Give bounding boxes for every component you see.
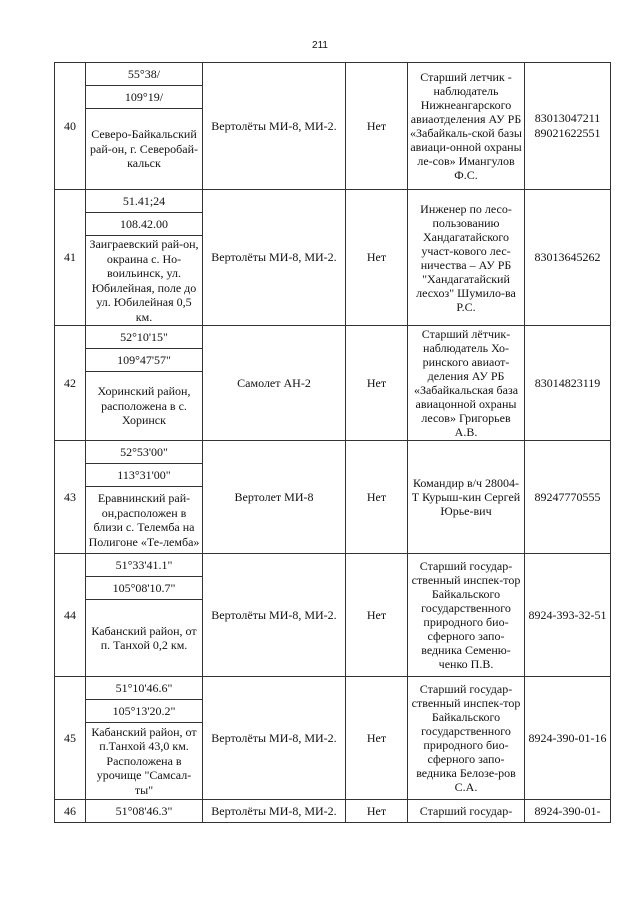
address-cell: Кабанский район, от п.Танхой 43,0 км. Расположена в урочище "Самсал-ты": [86, 723, 203, 800]
phone-cell: [525, 326, 611, 441]
contact-cell: Старший летчик - наблюдатель Нижнеангарского авиаотделения АУ РБ «Забайкаль-ской базы авиаци-онной охраны ле-сов» Имангулов Ф.С.: [408, 63, 525, 190]
status-cell: Нет: [346, 441, 408, 554]
phone-cell: [525, 63, 611, 190]
phone-number: 89247770555: [534, 489, 601, 504]
row-number: 41: [55, 190, 86, 326]
aircraft-cell: Вертолёты МИ-8, МИ-2.: [203, 554, 346, 677]
phone-cell: [525, 190, 611, 326]
status-cell: Нет: [346, 800, 408, 823]
table-row: [55, 441, 611, 464]
phone-cell: [525, 441, 611, 554]
aircraft-cell: Вертолёты МИ-8, МИ-2.: [203, 677, 346, 800]
address-cell: Кабанский район, от п. Танхой 0,2 км.: [86, 600, 203, 677]
table-row: [55, 554, 611, 577]
phone-number: 83013047211: [534, 111, 601, 125]
contact-cell: Старший государ-ственный инспек-тор Байкальского государственного природного био-сферного запо-ведника Семеню-ченко П.В.: [408, 554, 525, 677]
status-cell: Нет: [346, 190, 408, 326]
page-number: 211: [312, 40, 328, 51]
address-cell: Северо-Байкальский рай-он, г. Северобай-кальск: [86, 109, 203, 190]
longitude-cell: 109°19/: [86, 86, 203, 109]
phone-number: 83013645262: [534, 250, 601, 264]
latitude-cell: 51°10'46.6": [86, 677, 203, 700]
row-number: 43: [55, 441, 86, 554]
longitude-cell: 105°13'20.2": [86, 700, 203, 723]
longitude-cell: 105°08'10.7": [86, 577, 203, 600]
longitude-cell: 108.42.00: [86, 213, 203, 236]
aircraft-cell: Вертолёты МИ-8, МИ-2.: [203, 63, 346, 190]
latitude-cell: 52°53'00": [86, 441, 203, 464]
table-row: [55, 190, 611, 213]
row-number: 45: [55, 677, 86, 800]
longitude-cell: 109°47'57": [86, 349, 203, 372]
address-cell: Хоринский район, расположена в с. Хоринск: [86, 372, 203, 441]
status-cell: Нет: [346, 554, 408, 677]
contact-cell: Командир в/ч 28004-Т Курыш-кин Сергей Юрье-вич: [408, 441, 525, 554]
aircraft-cell: Самолет АН-2: [203, 326, 346, 441]
row-number: 42: [55, 326, 86, 441]
row-number: 44: [55, 554, 86, 677]
status-cell: Нет: [346, 63, 408, 190]
phone-number: 8924-390-01-16: [528, 730, 607, 745]
contact-cell: Старший государ-ственный инспек-тор Байкальского государственного природного био-сферного запо-ведника Белозе-ров С.А.: [408, 677, 525, 800]
contact-cell: Старший лётчик-наблюдатель Хо-ринского авиаот-деления АУ РБ «Забайкальская база авиацонной охраны лесов» Григорьев А.В.: [408, 326, 525, 441]
latitude-cell: 51°33'41.1": [86, 554, 203, 577]
row-number: 46: [55, 800, 86, 823]
table-row: [55, 800, 611, 823]
longitude-cell: 113°31'00": [86, 464, 203, 487]
latitude-cell: 51.41;24: [86, 190, 203, 213]
latitude-cell: 51°08'46.3": [86, 800, 203, 823]
table-row: [55, 677, 611, 700]
contact-cell: Инженер по лесо-пользованию Хандагатайского участ-кового лес-ничества – АУ РБ "Хандагатайский лесхоз" Шумило-ва Р.С.: [408, 190, 525, 326]
latitude-cell: 55°38/: [86, 63, 203, 86]
table-row: [55, 63, 611, 86]
status-cell: Нет: [346, 677, 408, 800]
table-row: [55, 326, 611, 349]
phone-cell: [525, 554, 611, 677]
row-number: 40: [55, 63, 86, 190]
phone-number: 89021622551: [534, 126, 601, 140]
phone-number: 83014823119: [534, 375, 601, 390]
address-cell: Еравнинский рай-он,расположен в близи с. Телемба на Полигоне «Те-лемба»: [86, 487, 203, 554]
phone-cell: [525, 800, 611, 823]
aircraft-cell: Вертолёты МИ-8, МИ-2.: [203, 800, 346, 823]
phone-number: 8924-393-32-51: [528, 607, 607, 622]
phone-number: 8924-390-01-: [534, 803, 601, 818]
latitude-cell: 52°10'15": [86, 326, 203, 349]
aircraft-cell: Вертолет МИ-8: [203, 441, 346, 554]
aircraft-cell: Вертолёты МИ-8, МИ-2.: [203, 190, 346, 326]
airfield-table: [54, 62, 611, 823]
phone-cell: [525, 677, 611, 800]
address-cell: Заиграевский рай-он, окраина с. Но-воильинск, ул. Юбилейная, поле до ул. Юбилейная 0,5 км.: [86, 236, 203, 326]
status-cell: Нет: [346, 326, 408, 441]
contact-cell: Старший государ-: [408, 800, 525, 823]
